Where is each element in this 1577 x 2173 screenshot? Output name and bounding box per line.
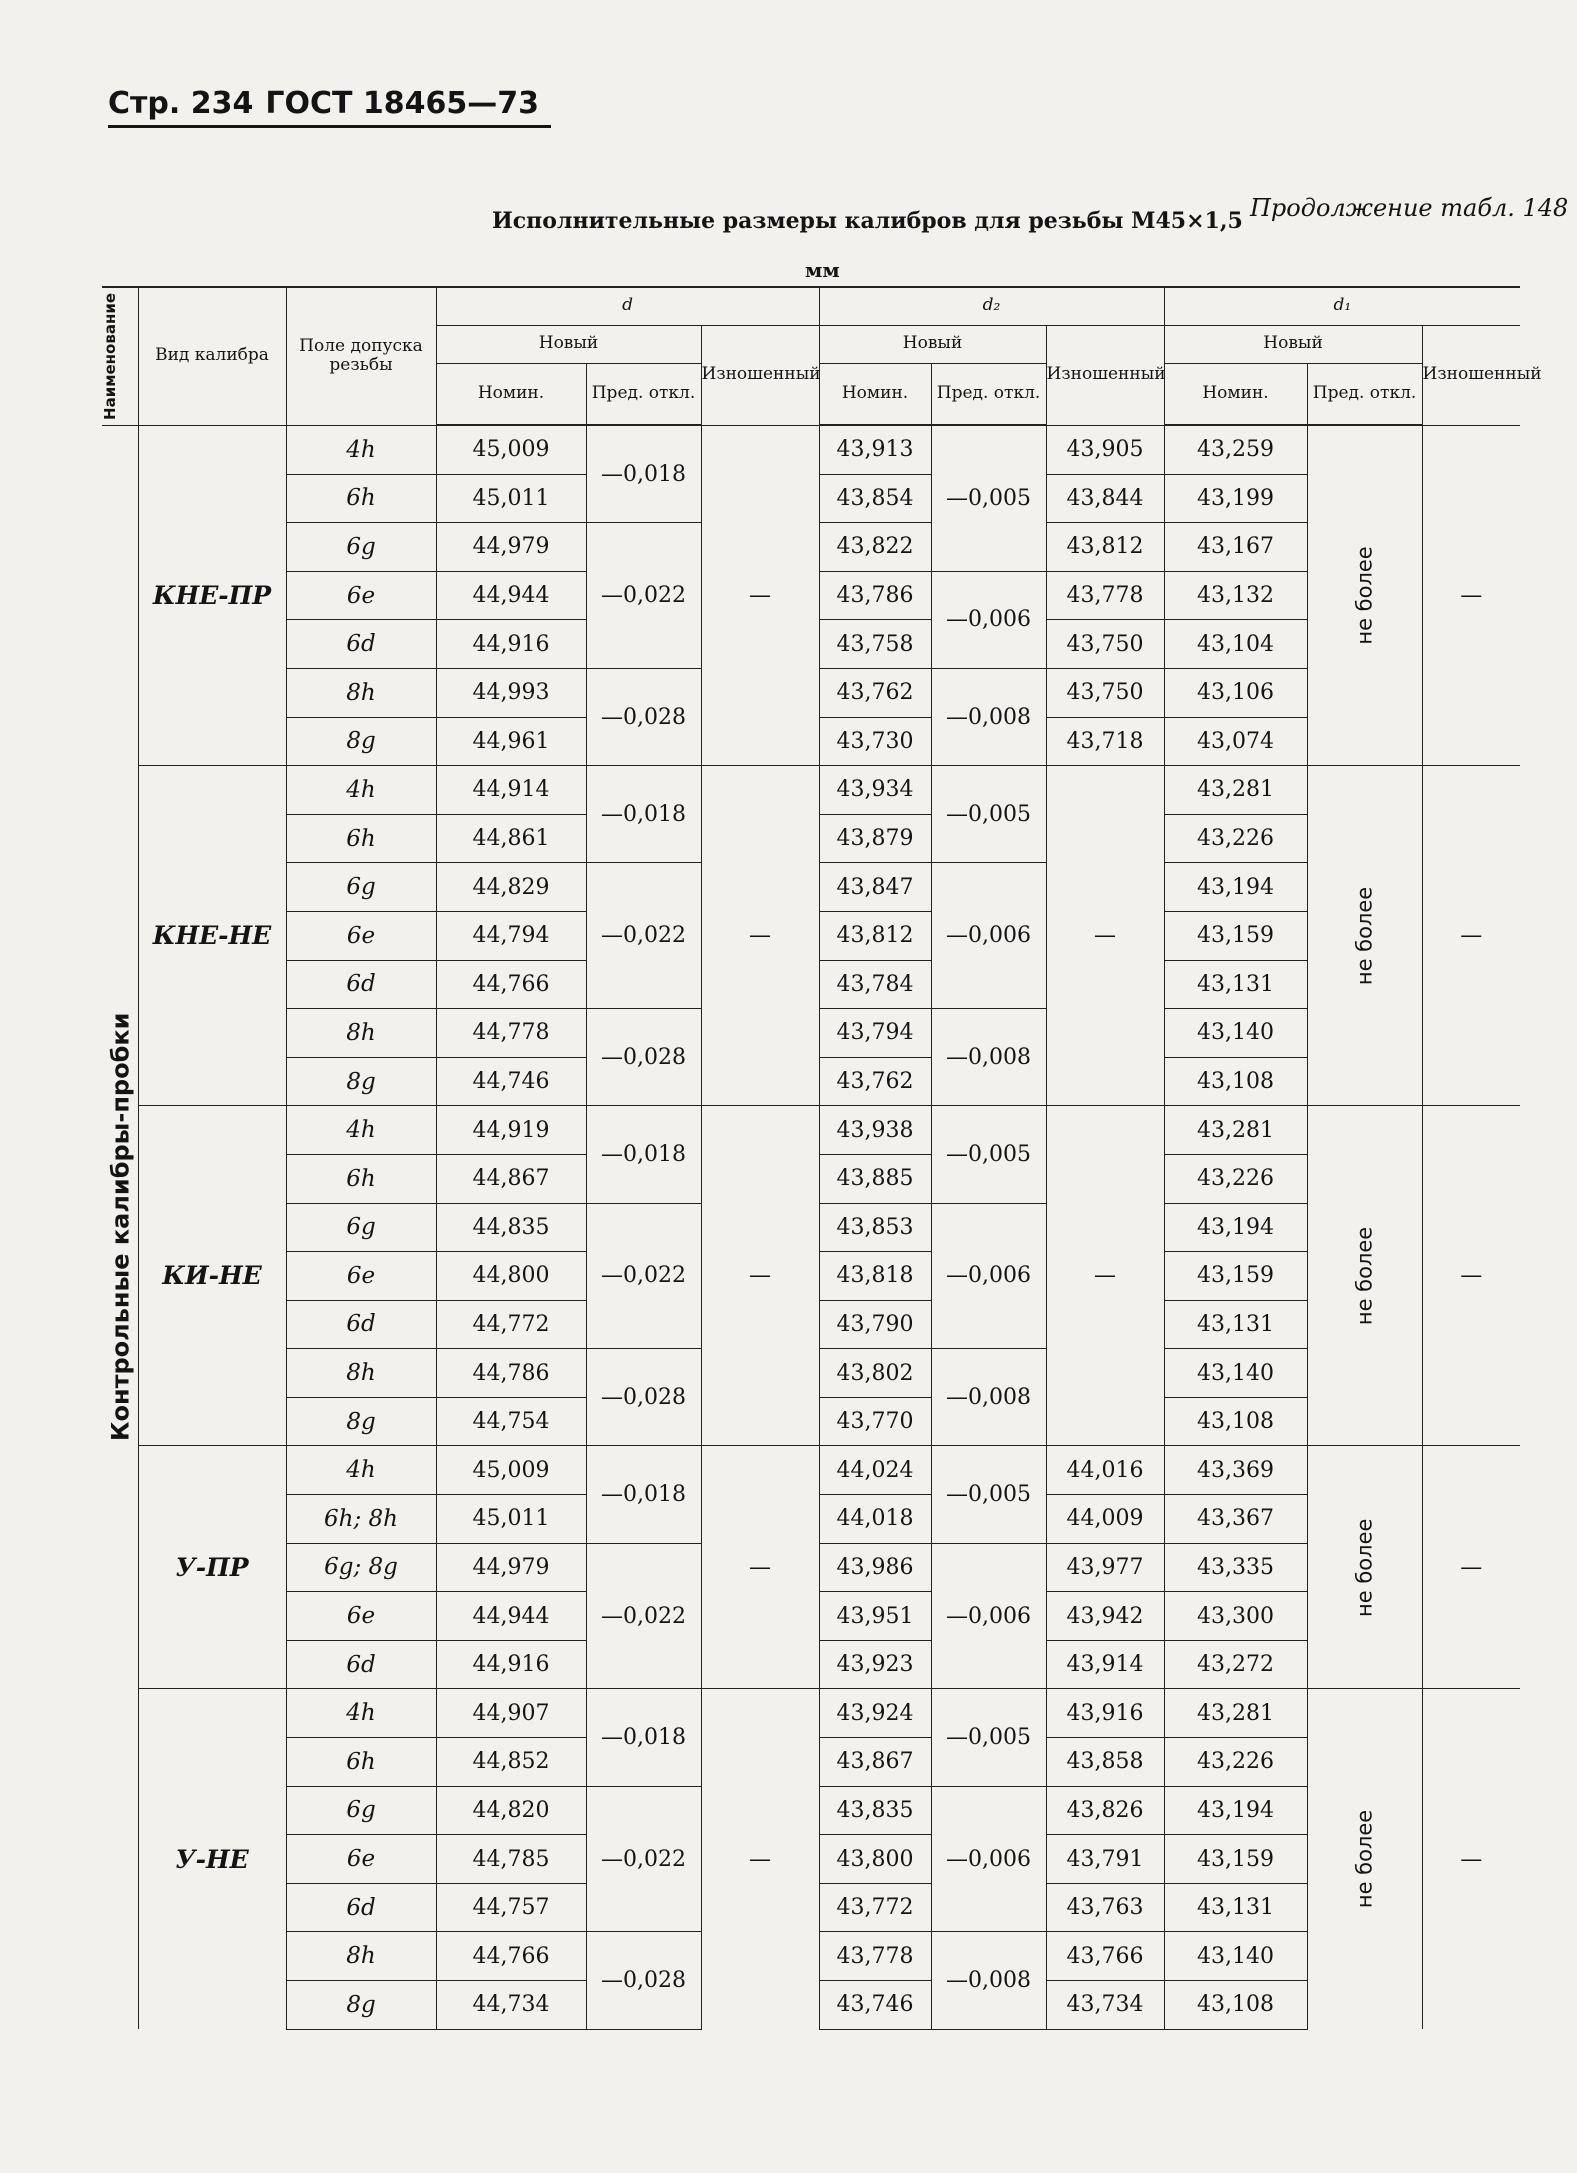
d2-nominal: 43,822 [819,523,931,572]
d2-nominal: 43,746 [819,1981,931,2030]
d-nominal: 45,011 [436,1495,586,1544]
table-row [102,1446,1520,1495]
d1-nominal: 43,131 [1164,960,1307,1009]
d-nominal: 44,766 [436,960,586,1009]
d2-nominal: 43,812 [819,911,931,960]
tolerance-field: 8h [286,1349,436,1398]
d-tolerance: —0,022 [586,1786,701,1932]
d2-worn: 43,734 [1046,1981,1164,2030]
gauge-kind-name: КИ-НЕ [138,1106,286,1446]
d1-tolerance: не более [1307,766,1422,1106]
d1-nominal: 43,369 [1164,1446,1307,1495]
table-title: Исполнительные размеры калибров для резьбы М45×1,5 [492,208,1243,234]
table-row [102,766,1520,815]
d2-worn: 43,763 [1046,1883,1164,1932]
d2-worn: 44,009 [1046,1495,1164,1544]
tolerance-field: 6d [286,1640,436,1689]
tolerance-field: 6g; 8g [286,1543,436,1592]
document-code: ГОСТ 18465—73 [265,86,540,121]
tolerance-field: 4h [286,766,436,815]
d2-new-header: Новый [819,325,1046,363]
tolerance-field: 4h [286,425,436,474]
d2-nominal: 43,951 [819,1592,931,1641]
d1-nominal: 43,281 [1164,1689,1307,1738]
d-nominal: 44,993 [436,668,586,717]
d2-nominal: 43,847 [819,863,931,912]
d2-worn: 43,812 [1046,523,1164,572]
d-nominal: 44,766 [436,1932,586,1981]
d1-nominal: 43,159 [1164,1835,1307,1884]
d-new-header: Новый [436,325,701,363]
d-worn: — [701,1106,819,1446]
tolerance-field: 6g [286,863,436,912]
d-tolerance: —0,028 [586,668,701,765]
d1-worn: — [1422,1106,1520,1446]
d-nominal: 44,829 [436,863,586,912]
d1-worn: — [1422,1446,1520,1689]
d1-tolerance: не более [1307,425,1422,766]
d-nominal: 44,944 [436,571,586,620]
d1-nominal: 43,131 [1164,1300,1307,1349]
tolerance-field: 6d [286,960,436,1009]
tolerance-field: 8g [286,717,436,766]
d-worn: — [701,1446,819,1689]
d1-nominal: 43,159 [1164,1252,1307,1301]
d-nominal: 44,820 [436,1786,586,1835]
page-header [108,86,551,128]
tolerance-field: 8g [286,1981,436,2030]
d1-nominal: 43,281 [1164,766,1307,815]
d2-worn: 43,718 [1046,717,1164,766]
d-nominal: 44,852 [436,1738,586,1787]
d-nominal: 44,754 [436,1397,586,1446]
d2-nominal: 43,784 [819,960,931,1009]
d1-worn: — [1422,425,1520,766]
d2-nominal: 43,854 [819,474,931,523]
d2-nominal: 44,024 [819,1446,931,1495]
d2-nominal: 43,762 [819,668,931,717]
d-tolerance: —0,018 [586,766,701,863]
d-nominal: 44,916 [436,1640,586,1689]
d2-nominal: 43,986 [819,1543,931,1592]
d-nominal: 44,772 [436,1300,586,1349]
d-nominal: 44,778 [436,1009,586,1058]
d1-nom-header: Номин. [1164,363,1307,425]
d1-nominal: 43,108 [1164,1057,1307,1106]
tolerance-field: 6h; 8h [286,1495,436,1544]
d2-tolerance: —0,008 [931,1349,1046,1446]
tolerance-field: 6e [286,911,436,960]
d1-nominal: 43,272 [1164,1640,1307,1689]
d-nominal: 44,861 [436,814,586,863]
d1-nominal: 43,140 [1164,1349,1307,1398]
d2-nominal: 43,853 [819,1203,931,1252]
d2-nominal: 43,924 [819,1689,931,1738]
d1-nominal: 43,226 [1164,1738,1307,1787]
d2-tolerance: —0,006 [931,863,1046,1009]
d-tolerance: —0,022 [586,1203,701,1349]
d2-worn-header: Изношенный [1046,325,1164,425]
d2-worn: 43,977 [1046,1543,1164,1592]
d1-nominal: 43,335 [1164,1543,1307,1592]
d1-worn: — [1422,766,1520,1106]
d2-nominal: 43,885 [819,1154,931,1203]
d2-tolerance: —0,005 [931,1446,1046,1543]
d2-tolerance: —0,008 [931,1009,1046,1106]
d2-tolerance: —0,005 [931,425,1046,571]
d-tolerance: —0,028 [586,1932,701,2029]
tolerance-field: 4h [286,1446,436,1495]
d2-nominal: 43,800 [819,1835,931,1884]
d2-tolerance: —0,005 [931,766,1046,863]
col-field-header: Поле допуска резьбы [286,287,436,425]
d-nominal: 44,794 [436,911,586,960]
d2-worn: 43,791 [1046,1835,1164,1884]
d-nominal: 44,914 [436,766,586,815]
tolerance-field: 6e [286,1252,436,1301]
tolerance-field: 6h [286,474,436,523]
gauge-dimensions-table [101,286,1542,2030]
table-body [102,425,1520,2029]
tolerance-field: 6g [286,1786,436,1835]
d1-tol-header: Пред. откл. [1307,363,1422,425]
d2-nominal: 43,934 [819,766,931,815]
d-worn: — [701,1689,819,2029]
d2-worn: 43,766 [1046,1932,1164,1981]
d1-nominal: 43,194 [1164,1203,1307,1252]
table-row [102,425,1520,474]
d2-nominal: 43,772 [819,1883,931,1932]
d1-nominal: 43,300 [1164,1592,1307,1641]
tolerance-field: 6g [286,1203,436,1252]
d-nominal: 44,786 [436,1349,586,1398]
d2-worn: 44,016 [1046,1446,1164,1495]
d2-nominal: 43,790 [819,1300,931,1349]
d-worn-header: Изношенный [701,325,819,425]
d1-nominal: 43,132 [1164,571,1307,620]
d-nominal: 45,009 [436,1446,586,1495]
tolerance-field: 6d [286,1300,436,1349]
d1-tolerance: не более [1307,1106,1422,1446]
tolerance-field: 6d [286,620,436,669]
d1-nominal: 43,281 [1164,1106,1307,1155]
d1-new-header: Новый [1164,325,1422,363]
d-nominal: 45,011 [436,474,586,523]
d1-worn-header: Изношенный [1422,325,1520,425]
d2-nominal: 43,770 [819,1397,931,1446]
d2-tolerance: —0,006 [931,571,1046,668]
d-nominal: 44,785 [436,1835,586,1884]
d-nominal: 44,800 [436,1252,586,1301]
d2-nominal: 43,923 [819,1640,931,1689]
d1-nominal: 43,106 [1164,668,1307,717]
d-nominal: 44,835 [436,1203,586,1252]
d2-nominal: 43,818 [819,1252,931,1301]
d2-worn: 43,826 [1046,1786,1164,1835]
tolerance-field: 8h [286,668,436,717]
tolerance-field: 6g [286,523,436,572]
d1-nominal: 43,159 [1164,911,1307,960]
col-kind-header: Вид калибра [138,287,286,425]
d2-worn: 43,750 [1046,668,1164,717]
d1-nominal: 43,259 [1164,425,1307,474]
d2-nom-header: Номин. [819,363,931,425]
d1-nominal: 43,226 [1164,814,1307,863]
tolerance-field: 6e [286,1835,436,1884]
d-nominal: 44,867 [436,1154,586,1203]
d-nominal: 44,757 [436,1883,586,1932]
tolerance-field: 8g [286,1397,436,1446]
d2-worn: 43,778 [1046,571,1164,620]
d-nominal: 44,734 [436,1981,586,2030]
d-tolerance: —0,022 [586,523,701,669]
d-tol-header: Пред. откл. [586,363,701,425]
d2-worn: 43,916 [1046,1689,1164,1738]
col-d2-header: d₂ [819,287,1164,325]
d2-nominal: 43,758 [819,620,931,669]
tolerance-field: 4h [286,1689,436,1738]
tolerance-field: 6e [286,571,436,620]
d2-nominal: 44,018 [819,1495,931,1544]
d2-tolerance: —0,006 [931,1543,1046,1689]
col-d1-header: d₁ [1164,287,1520,325]
d-tolerance: —0,022 [586,863,701,1009]
gauge-kind-name: У-ПР [138,1446,286,1689]
d1-nominal: 43,194 [1164,1786,1307,1835]
group-label: Контрольные калибры-пробки [102,425,138,2029]
d1-nominal: 43,194 [1164,863,1307,912]
d2-tolerance: —0,005 [931,1106,1046,1203]
d1-nominal: 43,104 [1164,620,1307,669]
d2-tolerance: —0,006 [931,1203,1046,1349]
d-nominal: 44,979 [436,1543,586,1592]
d2-nominal: 43,730 [819,717,931,766]
d2-worn: 43,844 [1046,474,1164,523]
d2-nominal: 43,938 [819,1106,931,1155]
d-nominal: 44,961 [436,717,586,766]
d-tolerance: —0,018 [586,425,701,523]
d1-nominal: 43,108 [1164,1981,1307,2030]
tolerance-field: 6h [286,814,436,863]
d1-nominal: 43,226 [1164,1154,1307,1203]
d2-worn: 43,905 [1046,425,1164,474]
table-row [102,1689,1520,1738]
unit-label: мм [805,258,840,282]
tolerance-field: 8g [286,1057,436,1106]
table-row [102,1106,1520,1155]
d2-tolerance: —0,008 [931,1932,1046,2029]
d1-nominal: 43,199 [1164,474,1307,523]
d1-nominal: 43,074 [1164,717,1307,766]
tolerance-field: 6h [286,1154,436,1203]
d1-nominal: 43,131 [1164,1883,1307,1932]
d1-nominal: 43,140 [1164,1009,1307,1058]
gauge-kind-name: КНЕ-НЕ [138,766,286,1106]
d-tolerance: —0,022 [586,1543,701,1689]
tolerance-field: 6d [286,1883,436,1932]
tolerance-field: 8h [286,1009,436,1058]
d1-nominal: 43,367 [1164,1495,1307,1544]
d-tolerance: —0,018 [586,1106,701,1203]
d2-tolerance: —0,008 [931,668,1046,765]
d2-worn: 43,914 [1046,1640,1164,1689]
d2-tolerance: —0,005 [931,1689,1046,1786]
d2-nominal: 43,802 [819,1349,931,1398]
d2-worn: — [1046,766,1164,1106]
d2-nominal: 43,762 [819,1057,931,1106]
d-tolerance: —0,018 [586,1689,701,1786]
d2-nominal: 43,879 [819,814,931,863]
page-number: Стр. 234 [108,86,254,121]
d2-nominal: 43,835 [819,1786,931,1835]
tolerance-field: 6h [286,1738,436,1787]
d2-worn: 43,858 [1046,1738,1164,1787]
d-nominal: 44,746 [436,1057,586,1106]
d-worn: — [701,425,819,766]
d1-worn: — [1422,1689,1520,2029]
tolerance-field: 8h [286,1932,436,1981]
gauge-kind-name: У-НЕ [138,1689,286,2029]
col-name-header: Наименование [102,287,138,425]
d-worn: — [701,766,819,1106]
d2-nominal: 43,786 [819,571,931,620]
d-nominal: 44,944 [436,1592,586,1641]
d2-worn: 43,942 [1046,1592,1164,1641]
d1-tolerance: не более [1307,1446,1422,1689]
d-nominal: 44,919 [436,1106,586,1155]
d-tolerance: —0,028 [586,1009,701,1106]
d2-worn: 43,750 [1046,620,1164,669]
tolerance-field: 4h [286,1106,436,1155]
d1-nominal: 43,140 [1164,1932,1307,1981]
d-nominal: 44,907 [436,1689,586,1738]
d2-nominal: 43,913 [819,425,931,474]
d2-nominal: 43,778 [819,1932,931,1981]
d2-tol-header: Пред. откл. [931,363,1046,425]
d-nominal: 44,979 [436,523,586,572]
d2-tolerance: —0,006 [931,1786,1046,1932]
d-nominal: 44,916 [436,620,586,669]
d-tolerance: —0,018 [586,1446,701,1543]
d2-nominal: 43,867 [819,1738,931,1787]
gauge-kind-name: КНЕ-ПР [138,425,286,766]
d2-nominal: 43,794 [819,1009,931,1058]
d1-tolerance: не более [1307,1689,1422,2029]
d2-worn: — [1046,1106,1164,1446]
tolerance-field: 6e [286,1592,436,1641]
table-continuation-note: Продолжение табл. 148 [1250,194,1569,222]
col-d-header: d [436,287,819,325]
d-nominal: 45,009 [436,425,586,474]
d1-nominal: 43,167 [1164,523,1307,572]
d-tolerance: —0,028 [586,1349,701,1446]
d-nom-header: Номин. [436,363,586,425]
d1-nominal: 43,108 [1164,1397,1307,1446]
